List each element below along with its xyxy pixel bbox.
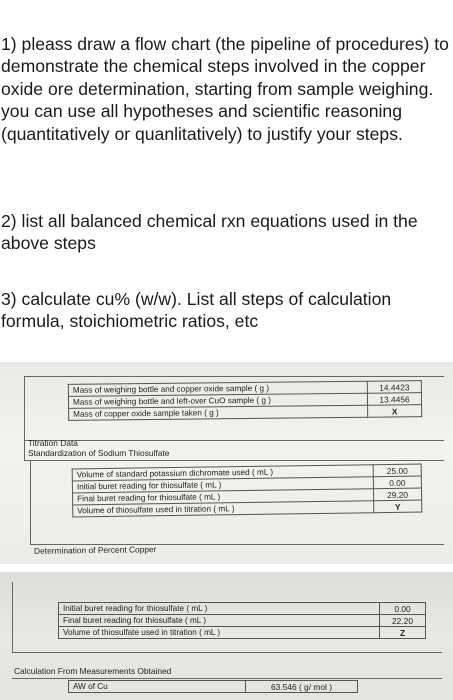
standardization-table: [72, 464, 423, 518]
copper-row-value: Z: [380, 627, 426, 639]
sample-row-label: Mass of copper oxide sample taken ( g ): [69, 405, 368, 420]
frame-line-top: [24, 376, 444, 377]
sample-row-value: X: [368, 405, 422, 418]
table-row: [59, 615, 426, 627]
standardization-row-label: Volume of thiosulfate used in titration ( mL ): [73, 501, 374, 517]
copper-row-value: 22.20: [380, 615, 426, 627]
aw-value: 63.546 ( g/ mol ): [246, 681, 358, 693]
worksheet-photo-top: [0, 362, 453, 564]
sample-row-label: Mass of weighing bottle and copper oxide sample ( g ): [68, 381, 367, 396]
aw-label: AW of Cu: [69, 681, 246, 693]
aw-table: [68, 680, 358, 693]
copper-determination-table: [58, 602, 426, 639]
table-row: [69, 681, 358, 693]
copper-row-value: 0.00: [380, 603, 426, 615]
table-row: [59, 603, 426, 615]
photo-separator: [0, 564, 453, 572]
frame-line-left: [12, 582, 13, 652]
question-2-text: 2) list all balanced chemical rxn equations used in the above steps: [1, 211, 418, 254]
standardization-label: Standardization of Sodium Thiosulfate: [28, 448, 170, 458]
titration-data-label: Titration Data: [28, 438, 78, 448]
table-row: [59, 627, 426, 639]
table-row: [69, 405, 422, 421]
frame-line-under-standardization: [24, 460, 444, 461]
frame-line-mid: [12, 652, 442, 653]
copper-row-label: Final buret reading for thiosulfate ( mL ): [59, 615, 380, 627]
determination-label: Determination of Percent Copper: [33, 544, 157, 556]
copper-row-label: Volume of thiosulfate used in titration ( mL ): [59, 627, 380, 639]
worksheet-photo-bottom: [0, 572, 453, 700]
calculation-label: Calculation From Measurements Obtained: [14, 666, 172, 676]
standardization-row-value: 25.00: [373, 464, 421, 477]
standardization-row-label: Initial buret reading for thiosulfate ( mL ): [72, 477, 373, 493]
frame-line-calc: [12, 678, 442, 679]
sample-row-value: 13.4456: [367, 393, 421, 406]
sample-mass-table: [68, 380, 422, 421]
sample-row-label: Mass of weighing bottle and left-over CuO sample ( g ): [68, 393, 367, 408]
standardization-row-label: Volume of standard potassium dichromate used ( mL ): [72, 465, 373, 481]
standardization-row-value: 0.00: [373, 476, 421, 489]
copper-row-label: Initial buret reading for thiosulfate ( mL ): [59, 603, 380, 615]
frame-line-left: [24, 376, 25, 460]
standardization-row-label: Final buret reading for thiosulfate ( mL ): [73, 489, 374, 505]
frame-line-left-2: [30, 460, 31, 544]
question-1-text: 1) pleass draw a flow chart (the pipeline of procedures) to demonstrate the chemical steps involved in the copper oxide ore determination, starting from sample weighing. you can use all hypotheses and scientific reasoning (quantitatively or quanlitatively) to justify your steps.: [1, 34, 449, 144]
sample-row-value: 14.4423: [367, 381, 421, 394]
question-3-text: 3) calculate cu% (w/w). List all steps of calculation formula, stoichiometric ratios, etc: [1, 289, 392, 332]
standardization-row-value: 29.20: [373, 488, 421, 501]
standardization-row-value: Y: [374, 500, 422, 513]
frame-line-mid: [24, 440, 444, 441]
